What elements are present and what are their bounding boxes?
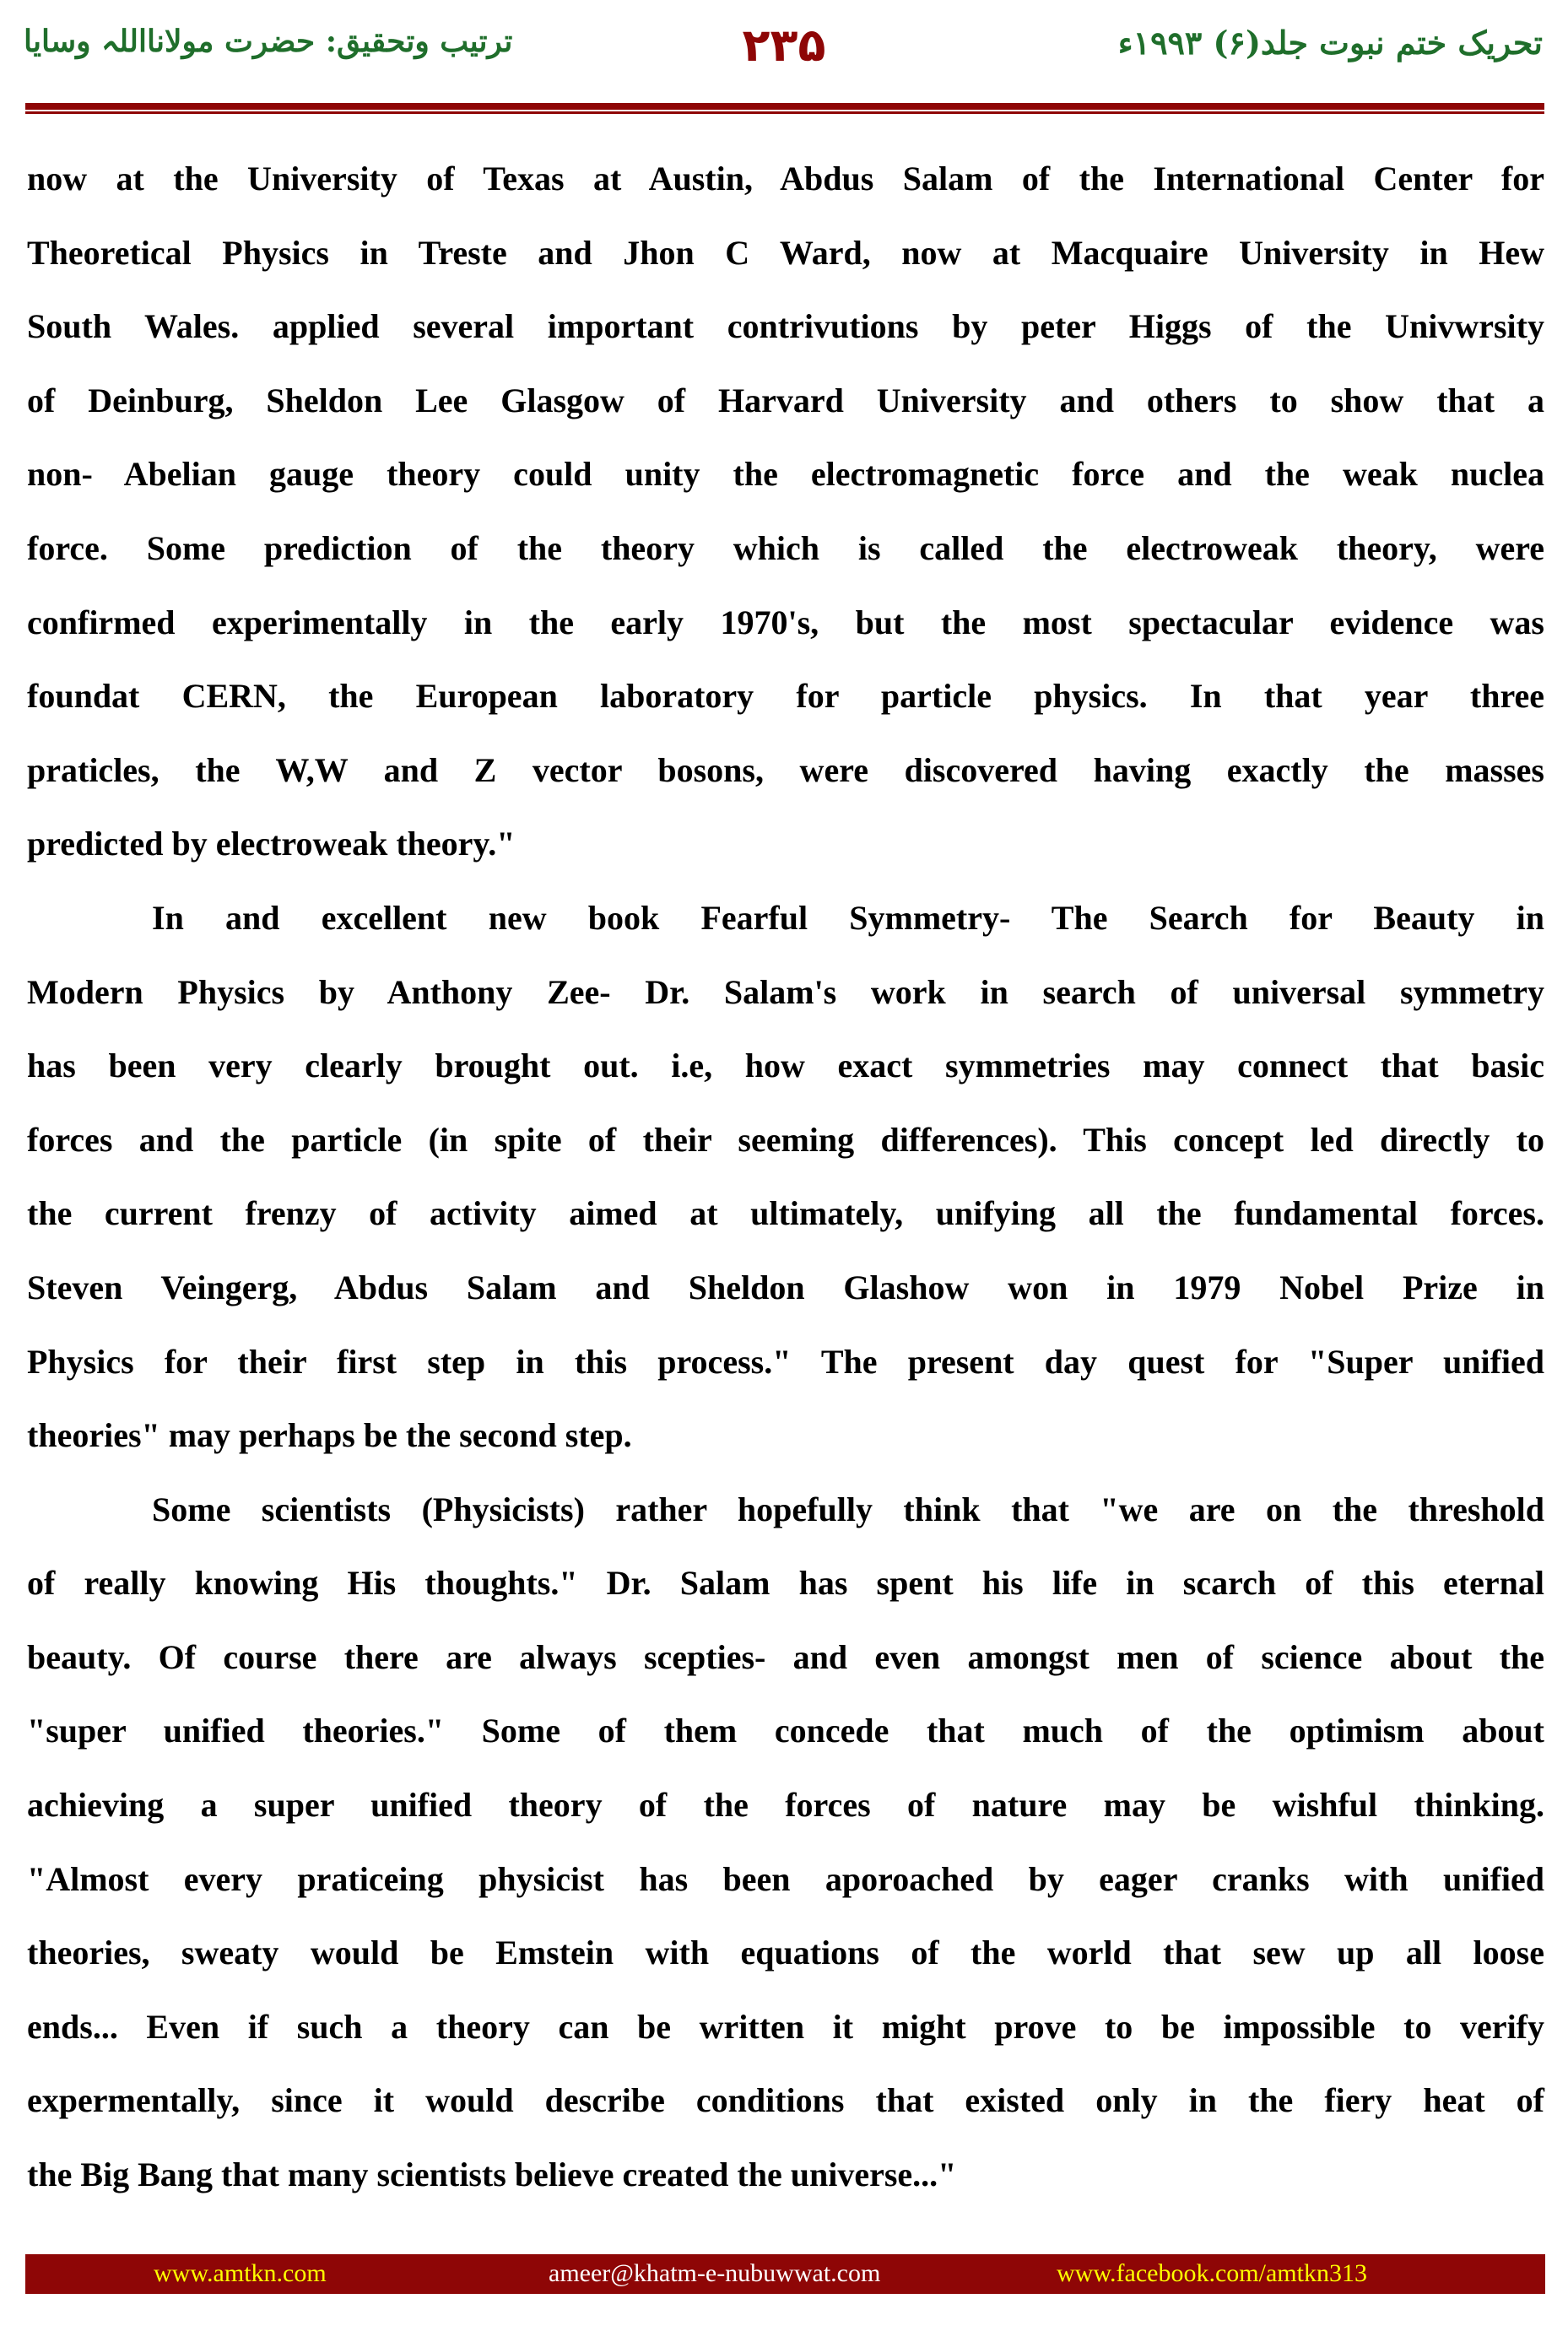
page-footer (25, 2254, 1545, 2294)
text-line: "Almost every praticeing physicist has been aporoached by eager cranks with unified (27, 1859, 1544, 1898)
text-line: confirmed experimentally in the early 1970's, but the most spectacular evidence was (27, 603, 1544, 641)
page-header (0, 0, 1568, 118)
header-rule-thin (25, 111, 1544, 114)
text-line: of Deinburg, Sheldon Lee Glasgow of Harvard University and others to show that a (27, 381, 1544, 419)
footer-email-link[interactable]: ameer@khatm-e-nubuwwat.com (549, 2259, 881, 2287)
compiler-credit: ترتیب وتحقیق: حضرت مولانااللہ وسایا (24, 24, 513, 59)
paragraph (27, 881, 1544, 1473)
text-line: Some scientists (Physicists) rather hopefully think that "we are on the threshold (152, 1490, 1544, 1528)
text-line: forces and the particle (in spite of their seeming differences). This concept led directly to (27, 1120, 1544, 1159)
text-line: expermentally, since it would describe conditions that existed only in the fiery heat of (27, 2081, 1544, 2120)
text-line: theories, sweaty would be Emstein with equations of the world that sew up all loose (27, 1934, 1544, 1972)
text-line: predicted by electroweak theory." (27, 825, 516, 863)
text-line: achieving a super unified theory of the forces of nature may be wishful thinking. (27, 1786, 1544, 1825)
paragraph (27, 1473, 1544, 2212)
page-number: ۲۳۵ (742, 19, 826, 72)
text-line: of really knowing His thoughts." Dr. Salam has spent his life in scarch of this eternal (27, 1564, 1544, 1603)
book-title: تحریک ختم نبوت جلد(۶) ۱۹۹۳ء (1117, 24, 1543, 62)
text-line: beauty. Of course there are always scepties- and even amongst men of science about the (27, 1637, 1544, 1676)
header-rule-thick (25, 103, 1544, 110)
text-line: the Big Bang that many scientists believe created the universe..." (27, 2155, 957, 2194)
text-line: non- Abelian gauge theory could unity the electromagnetic force and the weak nuclea (27, 455, 1544, 494)
text-line: Steven Veingerg, Abdus Salam and Sheldon Glashow won in 1979 Nobel Prize in (27, 1268, 1544, 1306)
footer-website-link[interactable]: www.amtkn.com (154, 2259, 327, 2287)
text-line: Physics for their first step in this process." The present day quest for "Super unified (27, 1342, 1544, 1381)
text-line: praticles, the W,W and Z vector bosons, were discovered having exactly the masses (27, 750, 1544, 789)
text-line: Modern Physics by Anthony Zee- Dr. Salam's work in search of universal symmetry (27, 972, 1544, 1011)
text-line: In and excellent new book Fearful Symmetry- The Search for Beauty in (152, 898, 1544, 937)
paragraph (27, 142, 1544, 881)
text-line: Theoretical Physics in Treste and Jhon C Ward, now at Macquaire University in Hew (27, 233, 1544, 272)
text-line: foundat CERN, the European laboratory for particle physics. In that year three (27, 677, 1544, 716)
text-line: the current frenzy of activity aimed at ultimately, unifying all the fundamental forces. (27, 1194, 1544, 1233)
text-line: "super unified theories." Some of them concede that much of the optimism about (27, 1712, 1544, 1750)
text-line: force. Some prediction of the theory which is called the electroweak theory, were (27, 528, 1544, 567)
text-line: ends... Even if such a theory can be written it might prove to be impossible to verify (27, 2007, 1544, 2046)
text-line: South Wales. applied several important contrivutions by peter Higgs of the Univwrsity (27, 307, 1544, 346)
footer-facebook-link[interactable]: www.facebook.com/amtkn313 (1057, 2259, 1367, 2287)
text-line: now at the University of Texas at Austin, Abdus Salam of the International Center for (27, 160, 1544, 197)
text-line: has been very clearly brought out. i.e, how exact symmetries may connect that basic (27, 1047, 1544, 1085)
text-line: theories" may perhaps be the second step. (27, 1416, 632, 1455)
body-text (27, 142, 1544, 2212)
